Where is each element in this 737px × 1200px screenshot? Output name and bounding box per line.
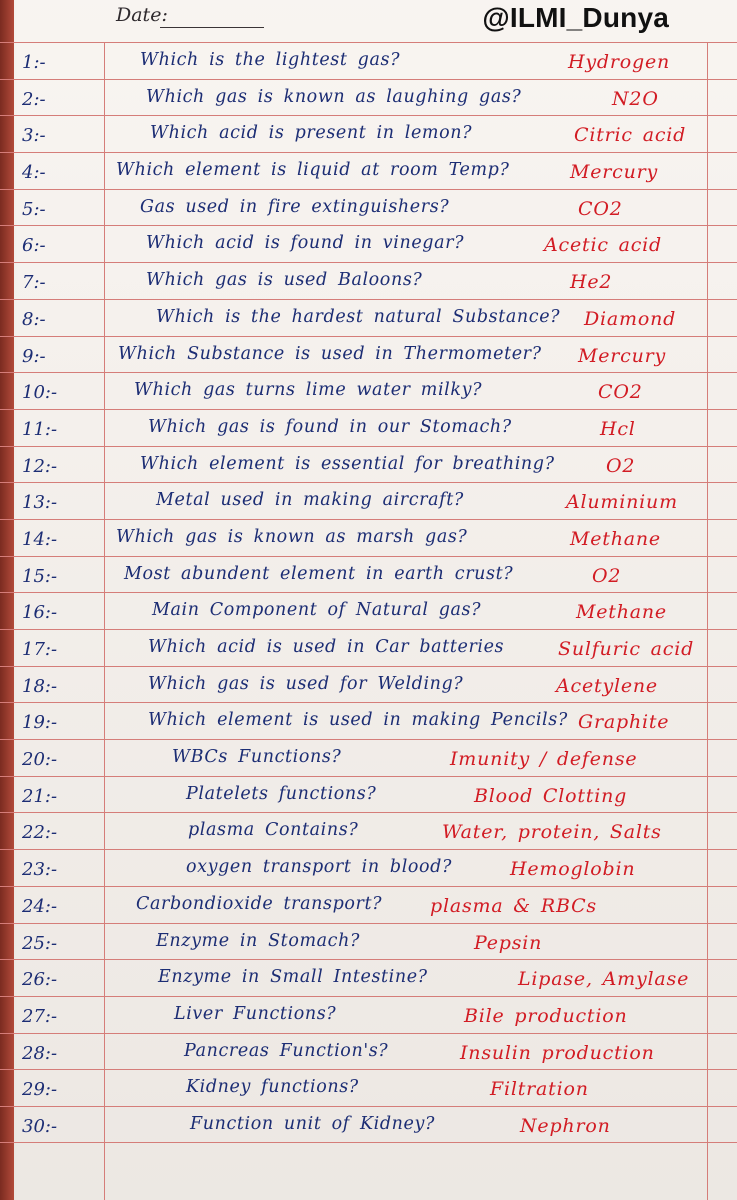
question-text: Which element is essential for breathing?	[140, 453, 555, 474]
question-text: Which is the hardest natural Substance?	[156, 306, 561, 327]
answer-text: Mercury	[570, 161, 659, 184]
question-text: Which gas is found in our Stomach?	[148, 416, 512, 437]
row-number: 23:-	[22, 859, 58, 881]
qa-row	[0, 482, 737, 519]
row-number: 28:-	[22, 1042, 58, 1064]
row-number: 7:-	[22, 272, 46, 294]
question-text: Function unit of Kidney?	[190, 1113, 435, 1134]
answer-text: Aluminium	[566, 491, 678, 514]
qa-row	[0, 886, 737, 923]
question-text: Platelets functions?	[186, 783, 377, 804]
qa-row	[0, 776, 737, 813]
row-number: 2:-	[22, 88, 46, 110]
question-text: Which acid is used in Car batteries	[148, 637, 505, 657]
row-number: 16:-	[22, 602, 58, 624]
qa-row	[0, 849, 737, 886]
question-text: oxygen transport in blood?	[186, 857, 452, 878]
qa-row	[0, 812, 737, 849]
answer-text: Lipase, Amylase	[518, 968, 690, 991]
question-text: Which is the lightest gas?	[140, 50, 401, 70]
row-number: 20:-	[22, 749, 58, 771]
question-text: Enzyme in Small Intestine?	[158, 967, 428, 988]
row-number: 18:-	[22, 675, 58, 697]
qa-row	[0, 923, 737, 960]
answer-text: Sulfuric acid	[558, 638, 695, 660]
question-text: Pancreas Function's?	[184, 1040, 389, 1061]
watermark-handle: @ILMI_Dunya	[482, 2, 669, 33]
qa-row	[0, 152, 737, 189]
answer-text: Blood Clotting	[474, 784, 628, 807]
qa-row	[0, 115, 737, 152]
row-number: 8:-	[22, 308, 46, 330]
question-text: plasma Contains?	[188, 820, 359, 841]
answer-text: N2O	[612, 87, 659, 110]
qa-row	[0, 42, 737, 79]
row-number: 3:-	[22, 125, 46, 147]
row-number: 12:-	[22, 455, 58, 477]
qa-row	[0, 446, 737, 483]
row-number: 17:-	[22, 639, 58, 660]
qa-row	[0, 372, 737, 409]
qa-row	[0, 1069, 737, 1106]
page-header	[0, 0, 737, 42]
qa-row	[0, 336, 737, 373]
question-text: Carbondioxide transport?	[136, 893, 383, 914]
answer-text: Methane	[570, 527, 661, 550]
answer-text: Water, protein, Salts	[442, 821, 662, 844]
qa-row	[0, 959, 737, 996]
answer-text: Filtration	[490, 1078, 589, 1101]
qa-row	[0, 262, 737, 299]
date-line	[160, 27, 264, 28]
answer-text: Citric acid	[574, 124, 687, 147]
row-number: 11:-	[22, 418, 58, 440]
row-number: 19:-	[22, 712, 58, 734]
question-text: Which Substance is used in Thermometer?	[118, 343, 542, 364]
row-number: 24:-	[22, 895, 58, 917]
qa-row	[0, 79, 737, 116]
question-text: Which gas is known as laughing gas?	[146, 86, 522, 107]
row-number: 1:-	[22, 52, 46, 73]
row-number: 15:-	[22, 565, 58, 587]
answer-text: Insulin production	[460, 1041, 655, 1064]
question-text: Which acid is found in vinegar?	[146, 233, 465, 254]
answer-text: Bile production	[464, 1004, 628, 1027]
qa-row	[0, 666, 737, 703]
qa-row	[0, 299, 737, 336]
answer-text: Acetic acid	[544, 234, 663, 257]
row-number: 13:-	[22, 492, 58, 514]
row-number: 6:-	[22, 235, 46, 257]
qa-row	[0, 1106, 737, 1143]
answer-text: Hcl	[600, 417, 636, 440]
answer-text: Methane	[576, 601, 667, 624]
qa-row	[0, 519, 737, 556]
answer-text: Hydrogen	[568, 51, 671, 73]
question-text: Which gas is known as marsh gas?	[116, 526, 468, 547]
question-text: Enzyme in Stomach?	[156, 930, 360, 951]
row-number: 25:-	[22, 932, 58, 954]
answer-text: Imunity / defense	[450, 748, 638, 771]
question-text: Which element is liquid at room Temp?	[116, 160, 510, 181]
qa-row	[0, 996, 737, 1033]
row-number: 5:-	[22, 198, 46, 220]
qa-row	[0, 556, 737, 593]
question-text: Main Component of Natural gas?	[152, 600, 482, 621]
answer-text: He2	[570, 271, 613, 294]
answer-text: Mercury	[578, 344, 667, 367]
answer-text: O2	[592, 564, 622, 587]
answer-text: Diamond	[584, 307, 677, 330]
row-number: 14:-	[22, 528, 58, 550]
qa-row	[0, 1033, 737, 1070]
answer-text: Nephron	[520, 1114, 611, 1137]
qa-row	[0, 702, 737, 739]
question-text: Which gas is used Baloons?	[146, 270, 423, 291]
answer-text: Graphite	[578, 711, 670, 734]
row-number: 10:-	[22, 382, 58, 404]
row-number: 30:-	[22, 1115, 58, 1137]
row-number: 21:-	[22, 785, 58, 807]
qa-row	[0, 739, 737, 776]
question-text: Liver Functions?	[174, 1003, 337, 1024]
qa-row	[0, 225, 737, 262]
qa-row	[0, 629, 737, 666]
row-number: 26:-	[22, 969, 58, 991]
row-number: 29:-	[22, 1079, 58, 1101]
question-text: Which acid is present in lemon?	[150, 123, 473, 144]
qa-list	[0, 42, 737, 1200]
question-text: Most abundent element in earth crust?	[124, 563, 514, 584]
question-text: WBCs Functions?	[172, 747, 342, 768]
answer-text: Pepsin	[474, 931, 543, 954]
qa-row	[0, 409, 737, 446]
answer-text: CO2	[598, 381, 643, 404]
row-number: 9:-	[22, 345, 46, 367]
answer-text: Hemoglobin	[510, 858, 636, 881]
date-label: Date:	[116, 4, 168, 26]
question-text: Kidney functions?	[186, 1077, 359, 1098]
question-text: Which gas is used for Welding?	[148, 673, 464, 694]
row-number: 22:-	[22, 822, 58, 844]
answer-text: Acetylene	[556, 674, 658, 697]
qa-row	[0, 189, 737, 226]
row-number: 27:-	[22, 1005, 58, 1027]
answer-text: plasma & RBCs	[430, 894, 597, 917]
row-number: 4:-	[22, 162, 46, 184]
question-text: Which element is used in making Pencils?	[148, 710, 568, 731]
question-text: Metal used in making aircraft?	[156, 490, 464, 511]
qa-row	[0, 592, 737, 629]
answer-text: CO2	[578, 197, 623, 220]
question-text: Gas used in fire extinguishers?	[140, 196, 450, 217]
answer-text: O2	[606, 454, 636, 477]
question-text: Which gas turns lime water milky?	[134, 380, 483, 401]
